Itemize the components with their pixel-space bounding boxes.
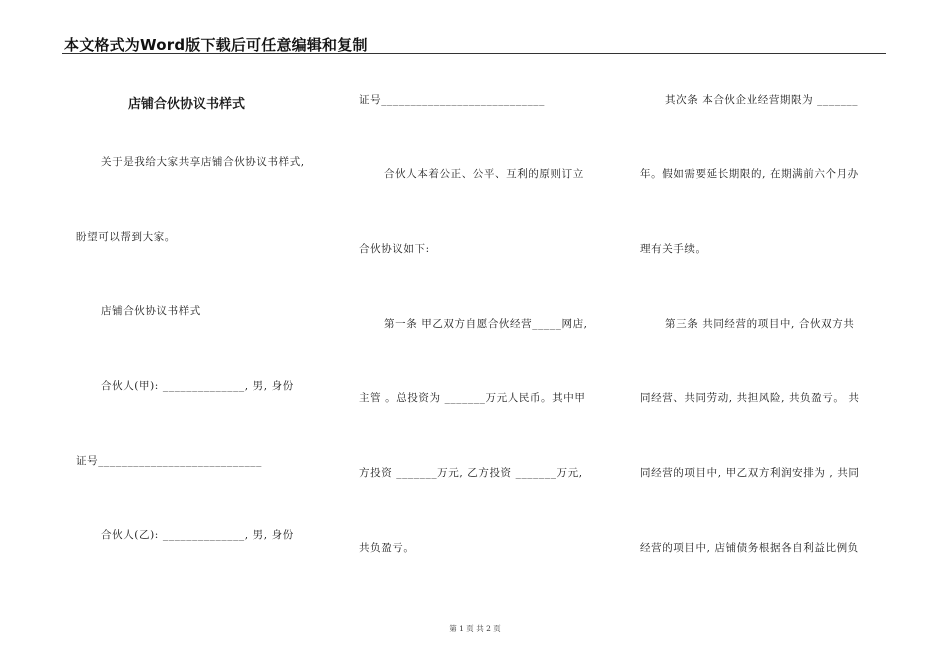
paragraph-line: 合伙协议如下: — [359, 243, 430, 255]
paragraph-line: 主管 。总投资为 _______万元人民币。其中甲 — [359, 392, 586, 404]
document-banner: 本文格式为Word版下载后可任意编辑和复制 — [64, 36, 368, 54]
paragraph-line: 盼望可以帮到大家。 — [76, 231, 176, 243]
paragraph-line: 第一条 甲乙双方自愿合伙经营_____网店, — [384, 318, 588, 330]
paragraph-line: 关于是我给大家共享店铺合伙协议书样式, — [101, 156, 305, 168]
paragraph-line: 年。假如需要延长期限的, 在期满前六个月办 — [640, 168, 859, 180]
paragraph-line: 证号____________________________ — [359, 94, 545, 106]
paragraph-line: 共负盈亏。 — [359, 542, 415, 554]
paragraph-line: 第三条 共同经营的项目中, 合伙双方共 — [665, 318, 855, 330]
paragraph-line: 方投资 _______万元, 乙方投资 _______万元, — [359, 467, 583, 479]
paragraph-line: 同经营的项目中, 甲乙双方利润安排为 , 共同 — [640, 467, 860, 479]
paragraph-line: 合伙人(乙): ______________, 男, 身份 — [101, 529, 294, 541]
paragraph-line: 理有关手续。 — [640, 243, 707, 255]
section-heading: 店铺合伙协议书样式 — [101, 305, 201, 317]
paragraph-line: 经营的项目中, 店铺债务根据各自利益比例负 — [640, 542, 859, 554]
paragraph-line: 合伙人(甲): ______________, 男, 身份 — [101, 380, 294, 392]
page-number: 第 1 页 共 2 页 — [449, 624, 501, 633]
document-title: 店铺合伙协议书样式 — [128, 97, 246, 112]
header-divider — [62, 53, 886, 54]
paragraph-line: 证号____________________________ — [76, 455, 262, 467]
paragraph-line: 合伙人本着公正、公平、互利的原则订立 — [384, 168, 584, 180]
paragraph-line: 其次条 本合伙企业经营期限为 _______ — [665, 94, 859, 106]
paragraph-line: 同经营、共同劳动, 共担风险, 共负盈亏。 共 — [640, 392, 860, 404]
